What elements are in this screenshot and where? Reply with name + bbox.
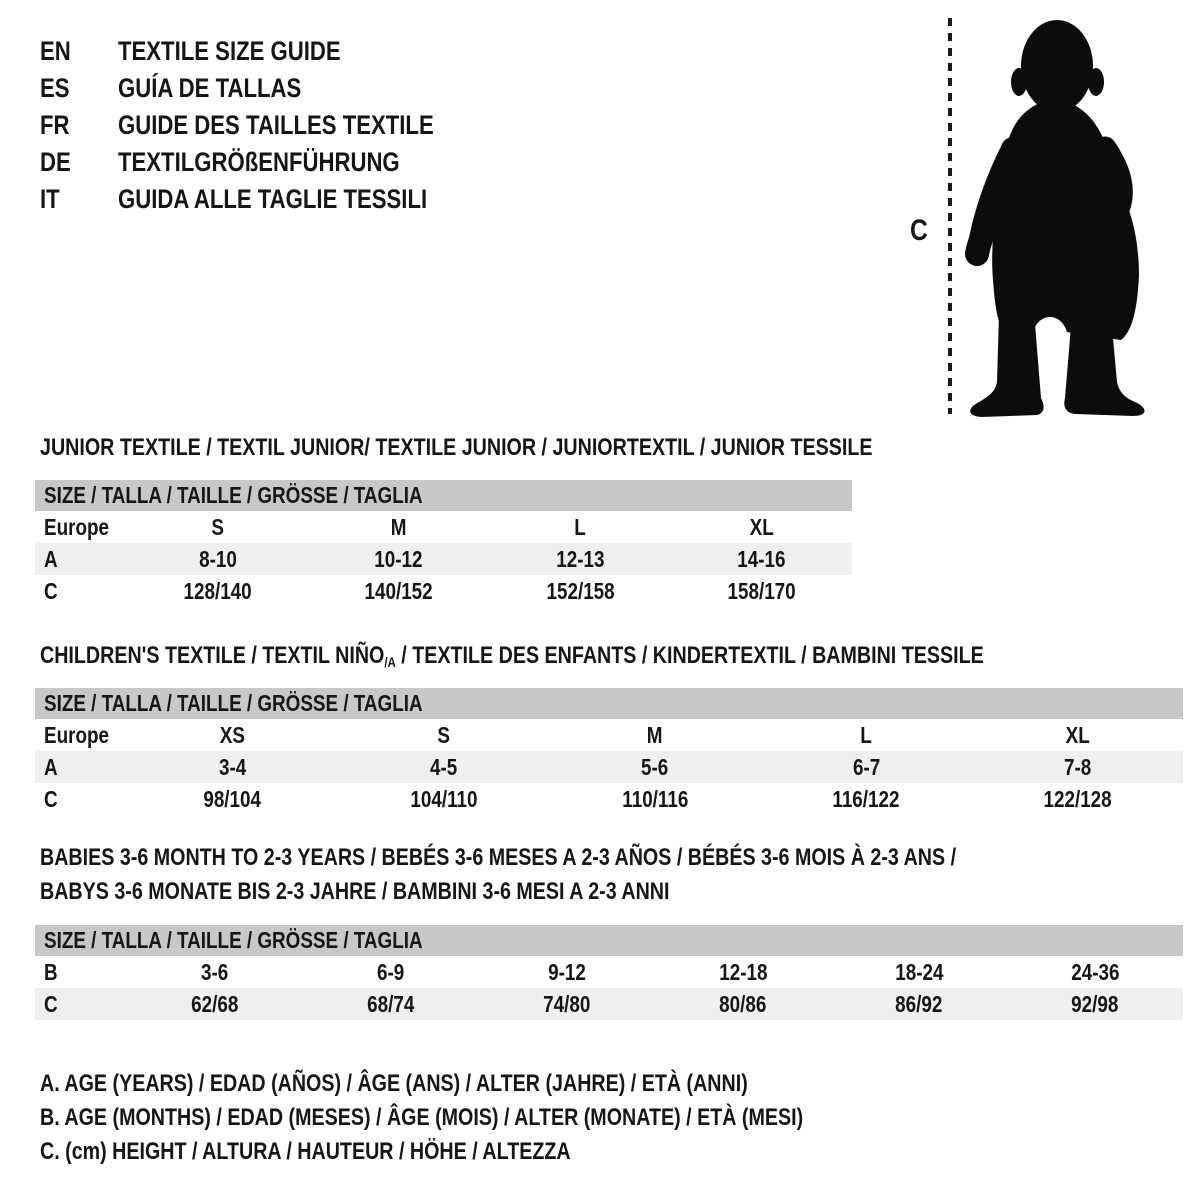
- language-code: [40, 110, 118, 141]
- section-title-children-subscript: /A: [384, 654, 396, 670]
- row-label: [35, 754, 127, 781]
- text: S: [437, 721, 451, 748]
- table-header: [35, 925, 1183, 956]
- section-title-children-text: CHILDREN'S TEXTILE / TEXTIL NIÑO: [40, 642, 385, 669]
- section-title-children-text-2: / TEXTILE DES ENFANTS / KINDERTEXTIL / BAMBINI TESSILE: [395, 642, 984, 669]
- size-cell: [490, 546, 671, 573]
- text: 140/152: [364, 577, 433, 604]
- language-row: [40, 144, 503, 181]
- size-cell: [338, 722, 549, 749]
- text: 7-8: [1063, 753, 1092, 780]
- text: TEXTILGRÖßENFÜHRUNG: [118, 147, 400, 177]
- row-label: [35, 786, 127, 813]
- text: 12-13: [555, 545, 605, 572]
- text: 6-7: [852, 753, 880, 780]
- language-row: [40, 33, 503, 70]
- text: GUIDA ALLE TAGLIE TESSILI: [118, 184, 428, 214]
- text: A: [44, 545, 58, 572]
- size-cell: [1007, 959, 1183, 986]
- language-title: [118, 184, 495, 215]
- text: B: [44, 958, 58, 985]
- text: ES: [40, 73, 70, 103]
- legend-line: [40, 1070, 971, 1104]
- row-label: [35, 959, 127, 986]
- size-cell: [655, 959, 831, 986]
- text: 74/80: [543, 990, 591, 1017]
- size-cell: [671, 514, 852, 541]
- text: 4-5: [430, 753, 458, 780]
- legend: [40, 1070, 971, 1172]
- table-row: [35, 543, 852, 575]
- size-cell: [127, 514, 308, 541]
- size-cell: [338, 786, 549, 813]
- language-title: [118, 147, 462, 178]
- size-cell: [338, 754, 549, 781]
- text: 12-18: [718, 958, 768, 985]
- text: GUIDE DES TAILLES TEXTILE: [118, 110, 434, 140]
- section-title-babies-line1: BABIES 3-6 MONTH TO 2-3 YEARS / BEBÉS 3-6 MESES A 2-3 AÑOS / BÉBÉS 3-6 MOIS À 2-3 ANS /: [40, 844, 957, 871]
- text: 92/98: [1071, 990, 1119, 1017]
- row-label: [35, 991, 127, 1018]
- text: SIZE / TALLA / TAILLE / GRÖSSE / TAGLIA: [44, 482, 423, 508]
- language-list: [40, 33, 503, 218]
- section-title-babies-line2: BABYS 3-6 MONATE BIS 2-3 JAHRE / BAMBINI 3-6 MESI A 2-3 ANNI: [40, 878, 670, 905]
- text: C: [44, 990, 58, 1017]
- size-cell: [655, 991, 831, 1018]
- text: XS: [220, 721, 246, 748]
- language-code: [40, 184, 118, 215]
- size-cell: [127, 786, 338, 813]
- text: 3-6: [201, 958, 229, 985]
- language-title: [118, 73, 342, 104]
- size-cell: [831, 959, 1007, 986]
- text: M: [647, 721, 663, 748]
- text: 5-6: [641, 753, 669, 780]
- text: A: [44, 753, 58, 780]
- text: 158/170: [727, 577, 796, 604]
- size-cell: [761, 754, 972, 781]
- text: FR: [40, 110, 70, 140]
- text: TEXTILE SIZE GUIDE: [118, 36, 341, 66]
- text: 104/110: [410, 785, 478, 812]
- text: 8-10: [198, 545, 237, 572]
- size-cell: [127, 754, 338, 781]
- text: C: [44, 785, 58, 812]
- size-cell: [127, 722, 338, 749]
- size-cell: [549, 754, 760, 781]
- table-row: [35, 956, 1183, 988]
- size-cell: [671, 578, 852, 605]
- text: 80/86: [719, 990, 767, 1017]
- language-title: [118, 110, 503, 141]
- size-cell: [671, 546, 852, 573]
- table-row: [35, 988, 1183, 1020]
- section-title-children: [40, 641, 1191, 677]
- text: 3-4: [218, 753, 247, 780]
- height-measure-label: C: [909, 214, 928, 247]
- text: IT: [40, 184, 60, 214]
- text: 68/74: [367, 990, 415, 1017]
- size-cell: [303, 991, 479, 1018]
- language-row: [40, 70, 503, 107]
- row-label: [35, 514, 127, 541]
- text: 86/92: [895, 990, 943, 1017]
- table-row: [35, 575, 852, 607]
- size-cell: [303, 959, 479, 986]
- row-label: [35, 546, 127, 573]
- size-cell: [479, 959, 655, 986]
- toddler-silhouette-shape: [970, 20, 1144, 417]
- size-cell: [308, 578, 489, 605]
- text: 14-16: [737, 545, 786, 572]
- size-cell: [127, 991, 303, 1018]
- text: 62/68: [191, 990, 239, 1017]
- size-cell: [490, 578, 671, 605]
- legend-line: [40, 1138, 971, 1172]
- text: SIZE / TALLA / TAILLE / GRÖSSE / TAGLIA: [44, 927, 423, 953]
- text: Europe: [44, 721, 109, 748]
- size-cell: [127, 959, 303, 986]
- text: Europe: [44, 513, 109, 540]
- section-title-babies: [40, 843, 1157, 911]
- text: C: [44, 577, 58, 604]
- table-header: [35, 480, 852, 511]
- size-cell: [549, 722, 760, 749]
- table-row: [35, 783, 1183, 815]
- language-code: [40, 36, 118, 67]
- size-cell: [761, 722, 972, 749]
- size-cell: [479, 991, 655, 1018]
- text: 128/140: [183, 577, 252, 604]
- text: C. (cm) HEIGHT / ALTURA / HAUTEUR / HÖHE / ALTEZZA: [40, 1138, 571, 1165]
- size-cell: [308, 514, 489, 541]
- text: M: [391, 513, 407, 540]
- children-size-table: [35, 688, 1183, 815]
- text: XL: [1065, 721, 1090, 748]
- text: 110/116: [621, 785, 689, 812]
- text: SIZE / TALLA / TAILLE / GRÖSSE / TAGLIA: [44, 690, 423, 716]
- babies-size-table: [35, 925, 1183, 1020]
- text: L: [860, 721, 872, 748]
- toddler-silhouette-image: [953, 14, 1153, 418]
- size-cell: [490, 514, 671, 541]
- size-cell: [308, 546, 489, 573]
- text: S: [211, 513, 224, 540]
- text: 98/104: [203, 785, 262, 812]
- text: 116/122: [832, 785, 900, 812]
- language-code: [40, 73, 118, 104]
- text: XL: [749, 513, 774, 540]
- table-row: [35, 511, 852, 543]
- row-label: [35, 578, 127, 605]
- size-cell: [972, 786, 1183, 813]
- text: 6-9: [377, 958, 405, 985]
- size-cell: [1007, 991, 1183, 1018]
- size-cell: [127, 578, 308, 605]
- row-label: [35, 722, 127, 749]
- text: 10-12: [374, 545, 423, 572]
- text: L: [574, 513, 586, 540]
- junior-size-table: [35, 480, 852, 607]
- text: B. AGE (MONTHS) / EDAD (MESES) / ÂGE (MOIS) / ALTER (MONATE) / ETÀ (MESI): [40, 1104, 804, 1131]
- text: A. AGE (YEARS) / EDAD (AÑOS) / ÂGE (ANS) / ALTER (JAHRE) / ETÀ (ANNI): [40, 1070, 748, 1097]
- table-row: [35, 719, 1183, 751]
- table-header: [35, 688, 1183, 719]
- language-title: [118, 36, 390, 67]
- language-row: [40, 107, 503, 144]
- size-cell: [127, 546, 308, 573]
- section-title-junior: JUNIOR TEXTILE / TEXTIL JUNIOR/ TEXTILE JUNIOR / JUNIORTEXTIL / JUNIOR TESSILE: [40, 434, 873, 461]
- text: 152/158: [546, 577, 615, 604]
- size-cell: [831, 991, 1007, 1018]
- text: 24-36: [1070, 958, 1120, 985]
- text: 122/128: [1043, 785, 1112, 812]
- text: DE: [40, 147, 71, 177]
- language-code: [40, 147, 118, 178]
- size-cell: [972, 754, 1183, 781]
- text: GUÍA DE TALLAS: [118, 73, 302, 103]
- height-measure-dashed-line: [948, 18, 952, 414]
- text: 18-24: [894, 958, 944, 985]
- table-row: [35, 751, 1183, 783]
- text: EN: [40, 36, 71, 66]
- text: 9-12: [548, 958, 586, 985]
- size-cell: [761, 786, 972, 813]
- legend-line: [40, 1104, 971, 1138]
- size-cell: [549, 786, 760, 813]
- size-cell: [972, 722, 1183, 749]
- language-row: [40, 181, 503, 218]
